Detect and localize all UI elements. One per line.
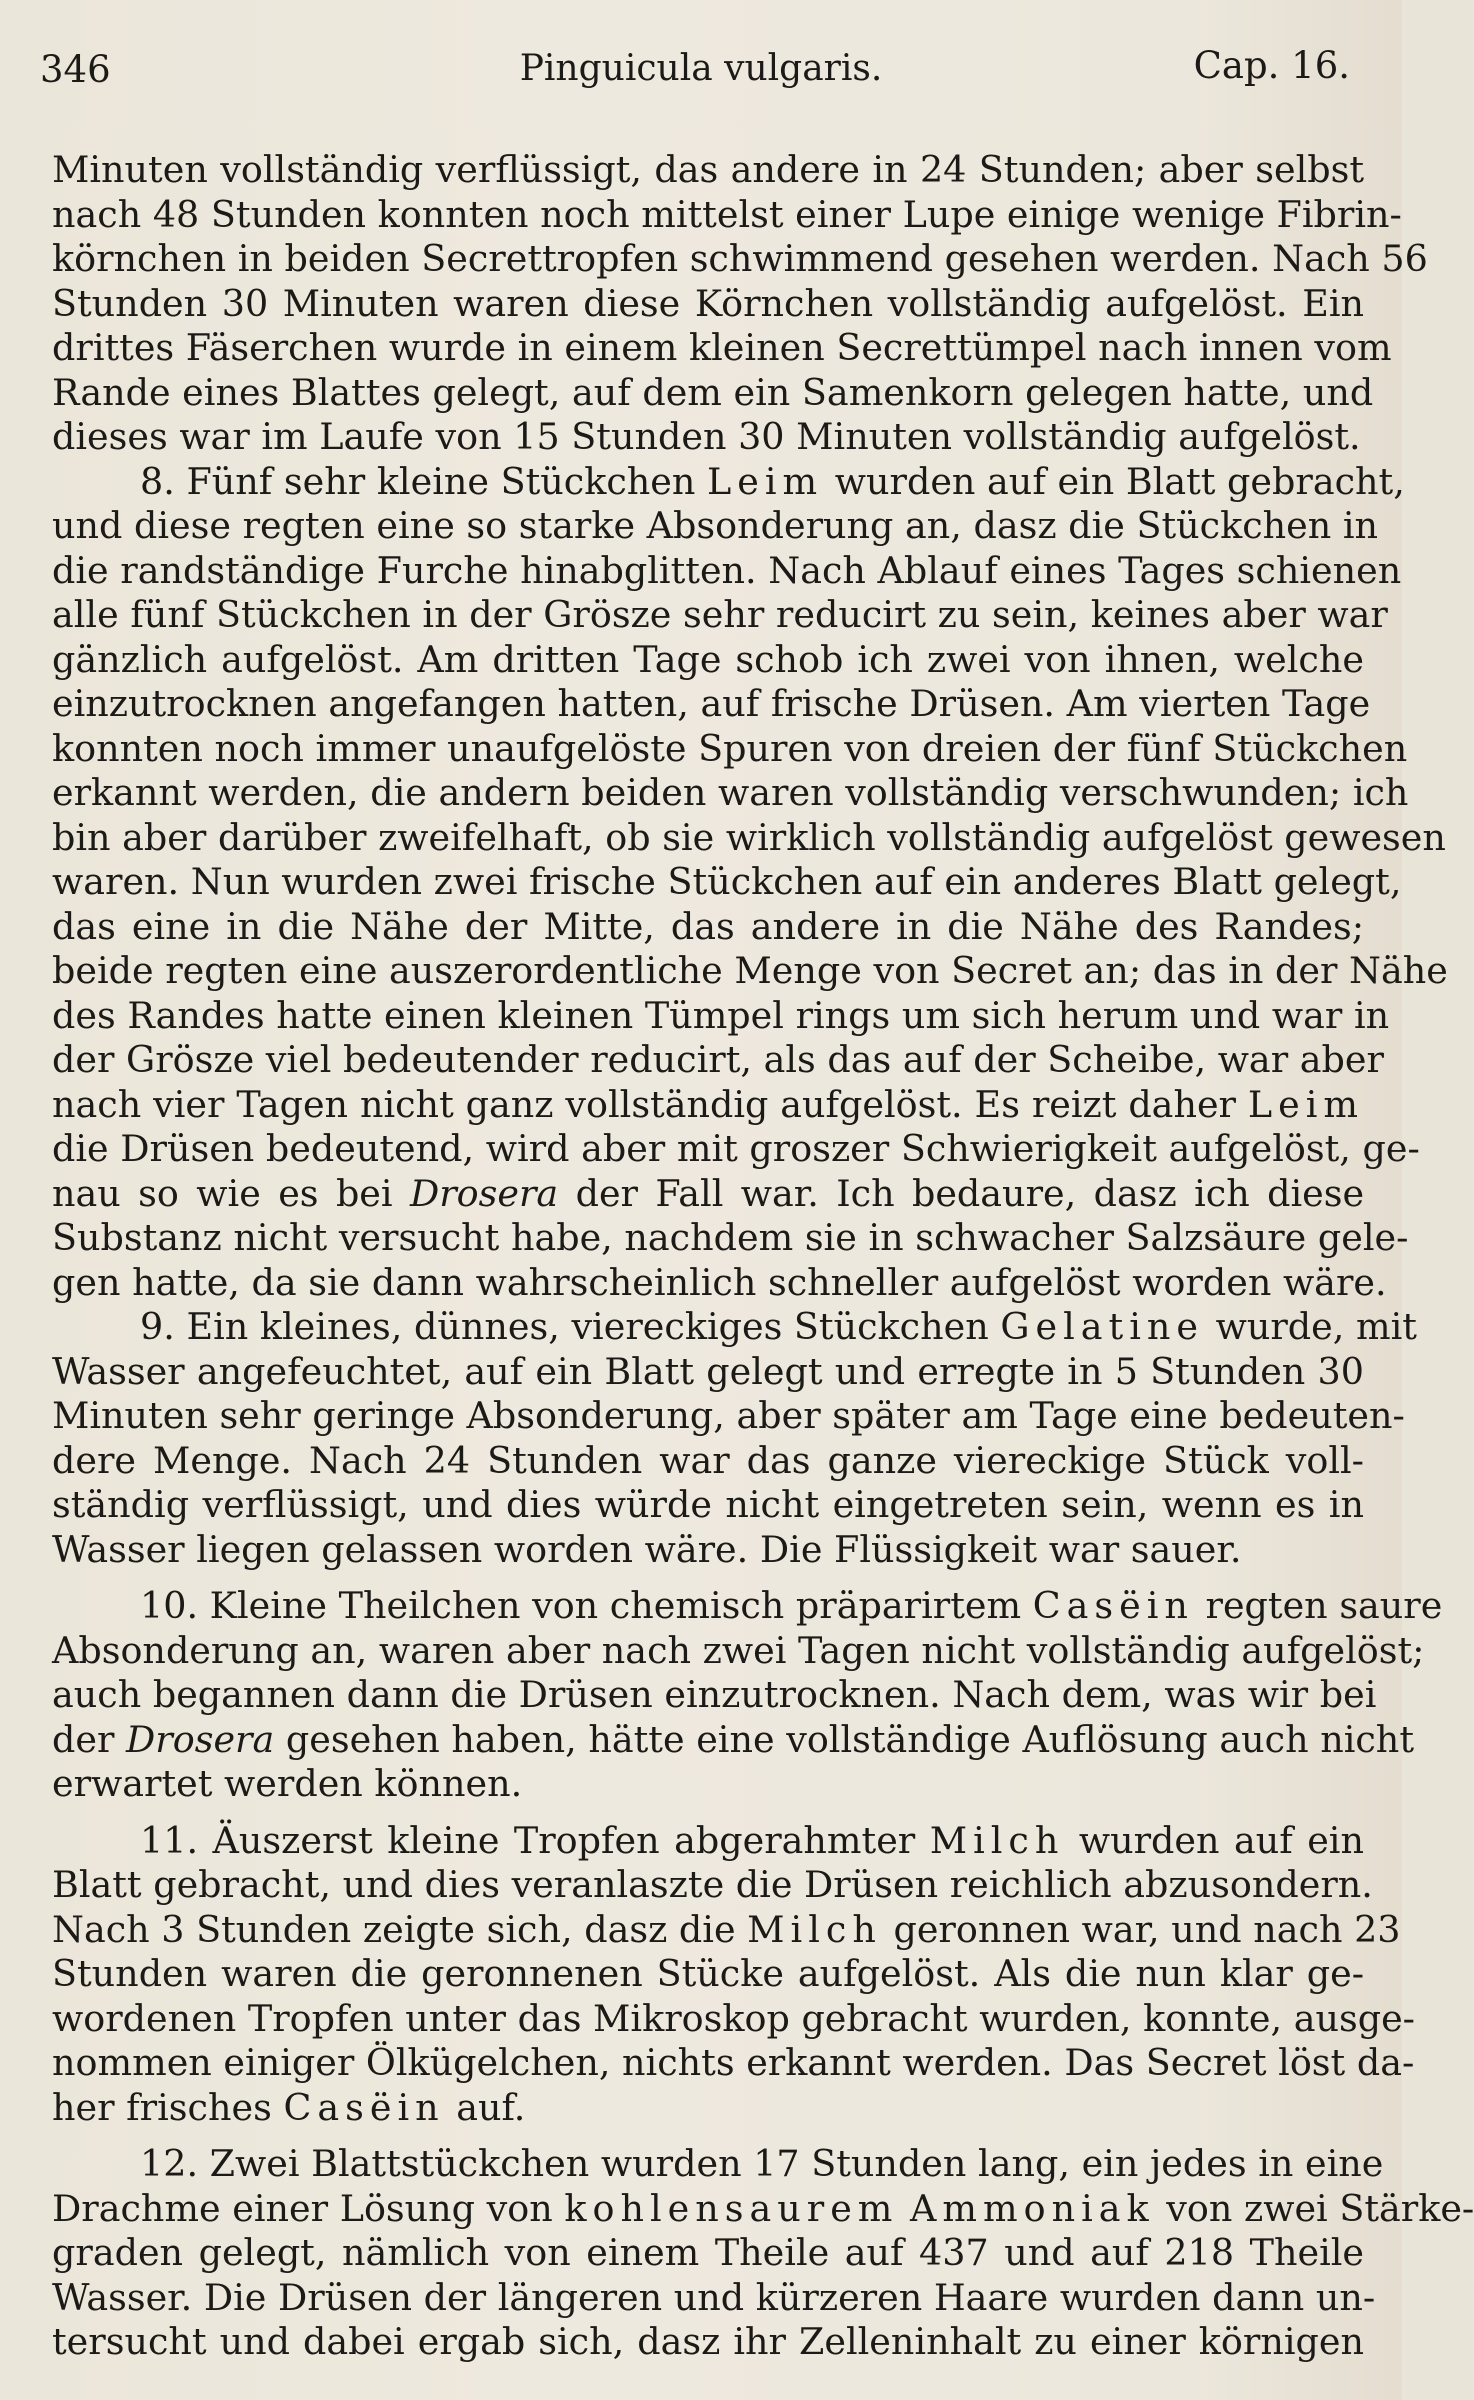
spaced-term: Leim	[707, 459, 824, 503]
running-title: Pinguicula vulgaris.	[519, 48, 883, 89]
text-line: nommen einiger Ölkügelchen, nichts erkannt werden. Das Secret löst da-	[52, 2041, 1415, 2084]
text-line: graden gelegt, nämlich von einem Theile auf 437 und auf 218 Theile	[52, 2231, 1365, 2274]
text-line: Stunden 30 Minuten waren diese Körnchen vollständig aufgelöst. Ein	[52, 281, 1365, 325]
text-line: des Randes hatte einen kleinen Tümpel rings um sich herum und war in	[52, 993, 1390, 1037]
text-line: nach 48 Stunden konnten noch mittelst einer Lupe einige wenige Fibrin-	[52, 192, 1402, 236]
text-line: Minuten sehr geringe Absonderung, aber später am Tage eine bedeuten-	[52, 1394, 1405, 1437]
text-line: 8. Fünf sehr kleine Stückchen Leim wurden auf ein Blatt gebracht,	[140, 459, 1405, 503]
spaced-term: Gelatine	[1000, 1305, 1204, 1348]
text-line: das eine in die Nähe der Mitte, das andere in die Nähe des Randes;	[52, 904, 1364, 948]
body-text	[52, 148, 1474, 2365]
text-line: 11. Äuszerst kleine Tropfen abgerahmter Milch wurden auf ein	[140, 1818, 1364, 1862]
spaced-term: Casëin	[283, 2085, 445, 2129]
text-line: auch begannen dann die Drüsen einzutrocknen. Nach dem, was wir bei	[52, 1673, 1377, 1716]
text-line: erkannt werden, die andern beiden waren vollständig verschwunden; ich	[52, 771, 1409, 814]
paragraph-gap	[52, 1807, 1364, 1819]
spaced-term: Milch	[929, 1818, 1065, 1862]
text-line: gen hatte, da sie dann wahrscheinlich schneller aufgelöst worden wäre.	[52, 1260, 1387, 1304]
paragraph-p12	[52, 2142, 1474, 2365]
text-line: Wasser angefeuchtet, auf ein Blatt gelegt und erregte in 5 Stunden 30	[52, 1349, 1364, 1393]
text-line: Rande eines Blattes gelegt, auf dem ein Samenkorn gelegen hatte, und	[52, 370, 1374, 414]
text-line: konnten noch immer unaufgelöste Spuren von dreien der fünf Stückchen	[52, 726, 1408, 770]
text-line: Wasser. Die Drüsen der längeren und kürzeren Haare wurden dann un-	[52, 2275, 1376, 2319]
text-line: dere Menge. Nach 24 Stunden war das ganze viereckige Stück voll-	[52, 1438, 1365, 1482]
paragraph-p11	[52, 1818, 1416, 2131]
spaced-term: Ammoniak	[910, 2186, 1155, 2230]
text-line: bin aber darüber zweifelhaft, ob sie wirklich vollständig aufgelöst gewesen	[52, 815, 1446, 859]
text-line: einzutrocknen angefangen hatten, auf frische Drüsen. Am vierten Tage	[52, 682, 1371, 725]
paragraph-gap	[52, 1572, 1364, 1584]
text-line: der Drosera gesehen haben, hätte eine vollständige Auflösung auch nicht	[52, 1717, 1414, 1761]
chapter-reference: Cap. 16.	[1193, 44, 1350, 87]
running-head	[40, 40, 1362, 100]
text-line: die Drüsen bedeutend, wird aber mit groszer Schwierigkeit aufgelöst, ge-	[52, 1127, 1420, 1170]
paragraph-continued	[52, 148, 1428, 460]
text-line: nach vier Tagen nicht ganz vollständig aufgelöst. Es reizt daher Leim	[52, 1082, 1364, 1126]
text-line: 10. Kleine Theilchen von chemisch präparirtem Casëin regten saure	[140, 1584, 1443, 1627]
text-line: Absonderung an, waren aber nach zwei Tagen nicht vollständig aufgelöst;	[52, 1628, 1425, 1672]
italic-term: Drosera	[409, 1171, 559, 1215]
text-line: gänzlich aufgelöst. Am dritten Tage schob ich zwei von ihnen, welche	[52, 637, 1364, 681]
text-line: der Grösze viel bedeutender reducirt, als das auf der Scheibe, war aber	[52, 1038, 1384, 1081]
text-line: Blatt gebracht, und dies veranlaszte die Drüsen reichlich abzusondern.	[52, 1863, 1373, 1906]
text-line: wordenen Tropfen unter das Mikroskop gebracht wurden, konnte, ausge-	[52, 1996, 1416, 2040]
text-line: körnchen in beiden Secrettropfen schwimmend gesehen werden. Nach 56	[52, 237, 1428, 280]
text-line: her frisches Casëin auf.	[52, 2085, 526, 2129]
text-line: nau so wie es bei Drosera der Fall war. Ich bedaure, dasz ich diese	[52, 1171, 1365, 1215]
text-line: Substanz nicht versucht habe, nachdem sie in schwacher Salzsäure gele-	[52, 1216, 1409, 1259]
spaced-term: Leim	[1247, 1082, 1364, 1126]
text-line: drittes Fäserchen wurde in einem kleinen Secrettümpel nach innen vom	[52, 326, 1392, 369]
text-line: dieses war im Laufe von 15 Stunden 30 Minuten vollständig aufgelöst.	[52, 415, 1361, 458]
text-line: Nach 3 Stunden zeigte sich, dasz die Milch geronnen war, und nach 23	[52, 1907, 1401, 1951]
text-line: 9. Ein kleines, dünnes, viereckiges Stückchen Gelatine wurde, mit	[140, 1305, 1417, 1348]
spaced-term: Milch	[747, 1907, 882, 1951]
text-line: und diese regten eine so starke Absonderung an, dasz die Stückchen in	[52, 504, 1379, 547]
spaced-term: Casëin	[1032, 1584, 1194, 1627]
text-line: Minuten vollständig verflüssigt, das andere in 24 Stunden; aber selbst	[52, 148, 1365, 191]
text-line: Wasser liegen gelassen worden wäre. Die Flüssigkeit war sauer.	[52, 1527, 1242, 1571]
text-line: alle fünf Stückchen in der Grösze sehr reducirt zu sein, keines aber war	[52, 593, 1388, 636]
page-number: 346	[40, 48, 111, 91]
paragraph-p10	[52, 1584, 1443, 1807]
text-line: waren. Nun wurden zwei frische Stückchen auf ein anderes Blatt gelegt,	[52, 860, 1402, 903]
text-line: tersucht und dabei ergab sich, dasz ihr Zelleninhalt zu einer körnigen	[52, 2320, 1364, 2363]
text-line: erwartet werden können.	[52, 1762, 523, 1805]
text-line: Stunden waren die geronnenen Stücke aufgelöst. Als die nun klar ge-	[52, 1952, 1365, 1995]
paragraph-p8	[52, 459, 1448, 1306]
text-line: beide regten eine auszerordentliche Menge von Secret an; das in der Nähe	[52, 949, 1448, 992]
italic-term: Drosera	[126, 1717, 275, 1761]
text-line: die randständige Furche hinabglitten. Nach Ablauf eines Tages schienen	[52, 548, 1402, 592]
paragraph-gap	[52, 2130, 1364, 2142]
text-line: Drachme einer Lösung von kohlensaurem Ammoniak von zwei Stärke-	[52, 2186, 1474, 2230]
spaced-term: kohlensaurem	[564, 2186, 899, 2230]
text-line: 12. Zwei Blattstückchen wurden 17 Stunden lang, ein jedes in eine	[140, 2142, 1384, 2185]
text-line: ständig verflüssigt, und dies würde nicht eingetreten sein, wenn es in	[52, 1483, 1364, 1526]
paragraph-p9	[52, 1305, 1417, 1572]
